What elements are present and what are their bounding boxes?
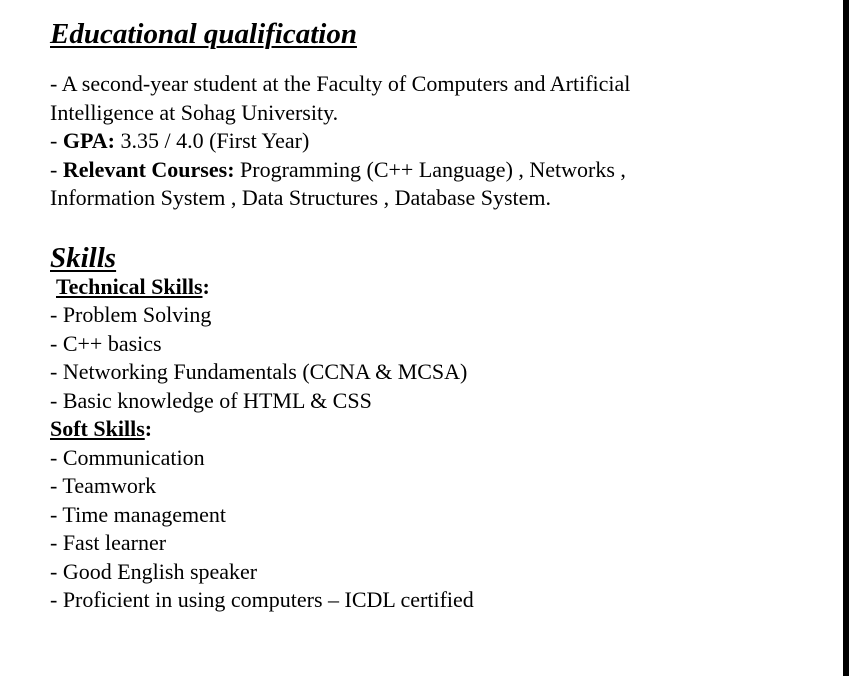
soft-skill-item: - Communication: [50, 444, 205, 470]
courses-label: Relevant Courses:: [62, 156, 235, 182]
technical-skill-item: - C++ basics: [50, 330, 162, 356]
technical-skill-item: - Basic knowledge of HTML & CSS: [50, 387, 372, 413]
education-title: Educational qualification: [50, 18, 357, 50]
technical-skills-heading-text: Technical Skills: [56, 273, 203, 299]
gpa-line: [50, 127, 830, 156]
soft-skill-item: - Time management: [50, 501, 226, 527]
soft-skill-item: - Fast learner: [50, 530, 167, 555]
education-intro-line-2: Intelligence at Sohag University.: [50, 99, 339, 125]
technical-skill-item: - Problem Solving: [50, 302, 212, 327]
skills-title: Skills: [50, 241, 117, 274]
technical-skills-heading: [50, 273, 830, 302]
soft-skills-heading: [50, 415, 830, 444]
soft-skill-item: - Good English speaker: [50, 558, 258, 584]
technical-skill-item: - Networking Fundamentals (CCNA & MCSA): [50, 359, 468, 384]
skills-section: [50, 273, 830, 615]
soft-skill-item: - Teamwork: [50, 473, 157, 498]
courses-line-1: [50, 156, 830, 185]
education-intro-line-1: - A second-year student at the Faculty of Computers and Artificial: [50, 71, 631, 96]
page-edge-rule: [843, 0, 849, 676]
soft-skills-colon: :: [144, 416, 153, 441]
courses-line-2: Information System , Data Structures , Database System.: [50, 185, 552, 210]
gpa-prefix: -: [50, 128, 63, 153]
gpa-label: GPA:: [62, 128, 115, 153]
resume-page: [50, 16, 830, 615]
courses-value-1: Programming (C++ Language) , Networks ,: [234, 156, 626, 182]
gpa-value: 3.35 / 4.0 (First Year): [114, 128, 310, 153]
technical-skills-colon: :: [202, 273, 210, 299]
courses-prefix: -: [50, 156, 63, 182]
education-section: [50, 70, 830, 213]
soft-skills-heading-text: Soft Skills: [50, 416, 145, 441]
soft-skill-item: - Proficient in using computers – ICDL certified: [50, 587, 474, 612]
